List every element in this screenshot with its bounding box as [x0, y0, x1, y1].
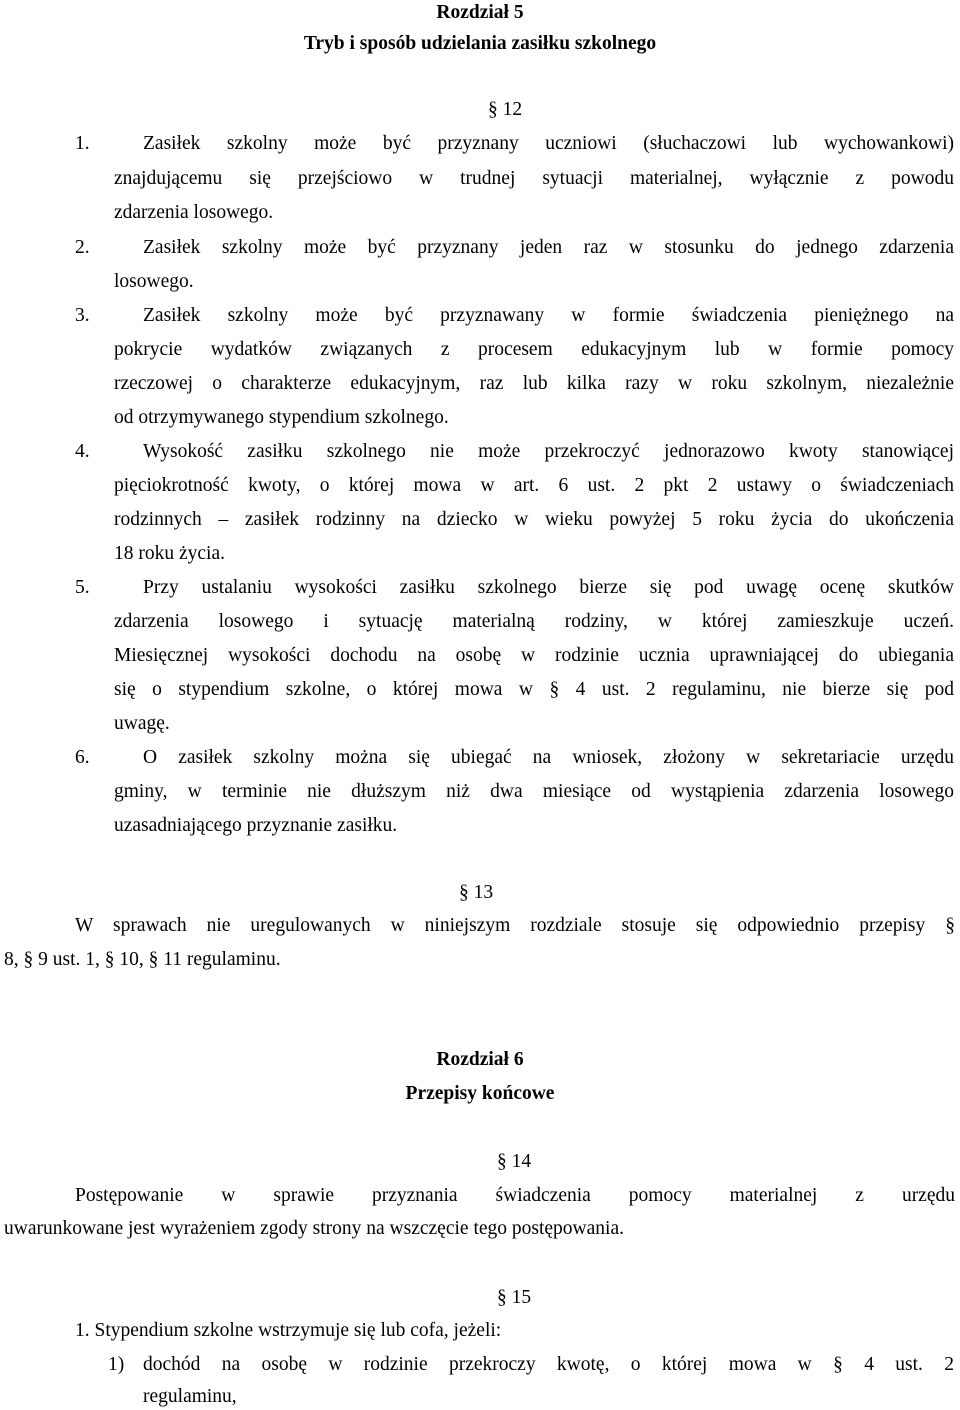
list-item-number: 3.: [75, 305, 90, 326]
list-item-line: pokrycie wydatków związanych z procesem edukacyjnym lub w formie pomocy: [114, 339, 954, 360]
paragraph-sign: § 14: [497, 1151, 532, 1172]
list-item-line: O zasiłek szkolny można się ubiegać na wniosek, złożony w sekretariacie urzędu: [143, 747, 954, 768]
list-item-line: Zasiłek szkolny może być przyznany jeden raz w stosunku do jednego zdarzenia: [143, 237, 954, 258]
list-item-line: 1. Stypendium szkolne wstrzymuje się lub cofa, jeżeli:: [75, 1320, 502, 1341]
list-item-number: 5.: [75, 577, 90, 598]
list-item-line: Wysokość zasiłku szkolnego nie może przekroczyć jednorazowo kwoty stanowiącej: [143, 441, 954, 462]
paragraph-sign: § 15: [497, 1287, 532, 1308]
list-item-line: znajdującemu się przejściowo w trudnej sytuacji materialnej, wyłącznie z powodu: [114, 168, 954, 189]
list-item-line: uwagę.: [114, 713, 170, 734]
list-item-line: Zasiłek szkolny może być przyznany uczniowi (słuchaczowi lub wychowankowi): [143, 133, 954, 154]
list-item-line: rzeczowej o charakterze edukacyjnym, raz lub kilka razy w roku szkolnym, niezależnie: [114, 373, 954, 394]
chapter-subheading: Przepisy końcowe: [405, 1083, 555, 1104]
list-item-line: Miesięcznej wysokości dochodu na osobę w rodzinie ucznia uprawniającej do ubiegania: [114, 645, 954, 666]
list-item-number: 4.: [75, 441, 90, 462]
list-item-number: 1.: [75, 133, 90, 154]
chapter-subheading: Tryb i sposób udzielania zasiłku szkolnego: [303, 33, 657, 54]
list-item-line: zdarzenia losowego i sytuację materialną rodziny, w której zamieszkuje uczeń.: [114, 611, 954, 632]
list-item-line: gminy, w terminie nie dłuższym niż dwa miesiące od wystąpienia zdarzenia losowego: [114, 781, 954, 802]
list-item-line: Przy ustalaniu wysokości zasiłku szkolnego bierze się pod uwagę ocenę skutków: [143, 577, 954, 598]
paragraph-sign: § 13: [459, 882, 494, 903]
paragraph-line: Postępowanie w sprawie przyznania świadczenia pomocy materialnej z urzędu: [75, 1185, 955, 1206]
list-item-number: 2.: [75, 237, 90, 258]
list-item-line: zdarzenia losowego.: [114, 202, 274, 223]
list-item-line: od otrzymywanego stypendium szkolnego.: [114, 407, 449, 428]
list-item-line: losowego.: [114, 271, 194, 292]
list-item-number: 6.: [75, 747, 90, 768]
paragraph-line: uwarunkowane jest wyrażeniem zgody strony na wszczęcie tego postępowania.: [4, 1218, 624, 1239]
list-item-line: 18 roku życia.: [114, 543, 226, 564]
sub-item-line: regulaminu,: [143, 1386, 237, 1407]
paragraph-sign: § 12: [488, 99, 523, 120]
chapter-heading: Rozdział 5: [436, 2, 524, 23]
list-item-line: się o stypendium szkolne, o której mowa w § 4 ust. 2 regulaminu, nie bierze się pod: [114, 679, 954, 700]
chapter-heading: Rozdział 6: [436, 1049, 524, 1070]
list-item-line: pięciokrotność kwoty, o której mowa w art. 6 ust. 2 pkt 2 ustawy o świadczeniach: [114, 475, 954, 496]
paragraph-line: W sprawach nie uregulowanych w niniejszym rozdziale stosuje się odpowiednio przepisy §: [75, 915, 955, 936]
list-item-line: Zasiłek szkolny może być przyznawany w formie świadczenia pieniężnego na: [143, 305, 954, 326]
paragraph-line: 8, § 9 ust. 1, § 10, § 11 regulaminu.: [4, 949, 281, 970]
sub-item-line: dochód na osobę w rodzinie przekroczy kwotę, o której mowa w § 4 ust. 2: [143, 1354, 954, 1375]
list-item-line: rodzinnych – zasiłek rodzinny na dziecko w wieku powyżej 5 roku życia do ukończenia: [114, 509, 954, 530]
list-item-line: uzasadniającego przyznanie zasiłku.: [114, 815, 398, 836]
sub-item-number: 1): [108, 1354, 125, 1375]
